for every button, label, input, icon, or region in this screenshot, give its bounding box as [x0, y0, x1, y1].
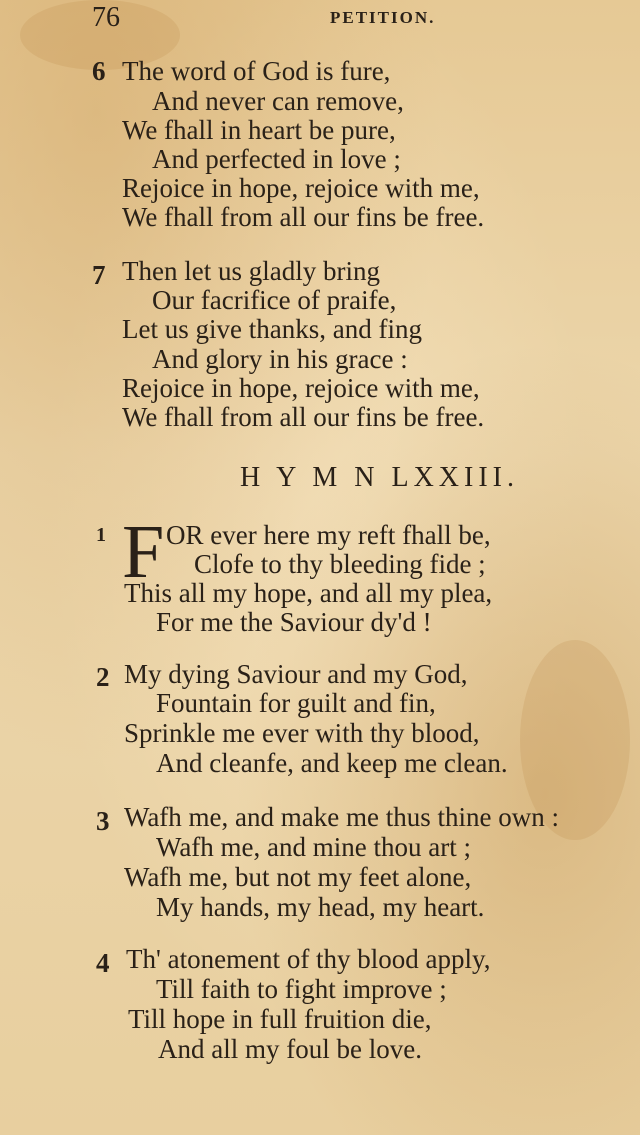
verse-line: Rejoice in hope, rejoice with me, [122, 373, 480, 403]
verse-line: We fhall from all our fins be free. [122, 402, 485, 432]
verse-line: Fountain for guilt and fin, [156, 688, 436, 718]
verse-line: My hands, my head, my heart. [156, 892, 485, 922]
verse-line: And glory in his grace : [152, 344, 408, 374]
running-head: PETITION. [330, 8, 436, 27]
verse-line: Till faith to fight improve ; [156, 974, 447, 1004]
verse-line: This all my hope, and all my plea, [124, 578, 493, 608]
verse-line: We fhall in heart be pure, [122, 115, 396, 145]
page-number: 76 [92, 2, 120, 33]
verse-line: Our facrifice of praife, [152, 285, 397, 315]
verse-line: And cleanfe, and keep me clean. [156, 748, 508, 778]
verse-line: Wafh me, and make me thus thine own : [124, 802, 559, 832]
verse-line: For me the Saviour dy'd ! [156, 607, 432, 637]
verse-line: Sprinkle me ever with thy blood, [124, 718, 480, 748]
verse-line: We fhall from all our fins be free. [122, 202, 485, 232]
verse-line: Clofe to thy bleeding fide ; [194, 549, 486, 579]
verse-line: Till hope in full fruition die, [128, 1004, 432, 1034]
stanza-number: 4 [96, 948, 110, 978]
verse-line: Wafh me, but not my feet alone, [124, 862, 472, 892]
verse-line: Rejoice in hope, rejoice with me, [122, 173, 480, 203]
verse-line: Wafh me, and mine thou art ; [156, 832, 471, 862]
verse-line: And all my foul be love. [158, 1034, 422, 1064]
stanza-number: 7 [92, 260, 106, 290]
verse-line: And never can remove, [152, 86, 404, 116]
verse-line: My dying Saviour and my God, [124, 659, 468, 689]
verse-line: Th' atonement of thy blood apply, [126, 944, 491, 974]
stanza-number: 2 [96, 662, 110, 692]
verse-line: OR ever here my reft fhall be, [166, 520, 491, 550]
verse-line: Then let us gladly bring [122, 256, 380, 286]
page-header [0, 2, 640, 32]
stanza-number: 3 [96, 806, 110, 836]
stanza-number: 1 [96, 524, 106, 546]
verse-line: Let us give thanks, and fing [122, 314, 422, 344]
drop-cap: F [122, 510, 165, 594]
verse-line: And perfected in love ; [152, 144, 401, 174]
stanza-number: 6 [92, 56, 106, 86]
hymn-title: H Y M N LXXIII. [240, 462, 519, 493]
verse-line: The word of God is fure, [122, 56, 391, 86]
